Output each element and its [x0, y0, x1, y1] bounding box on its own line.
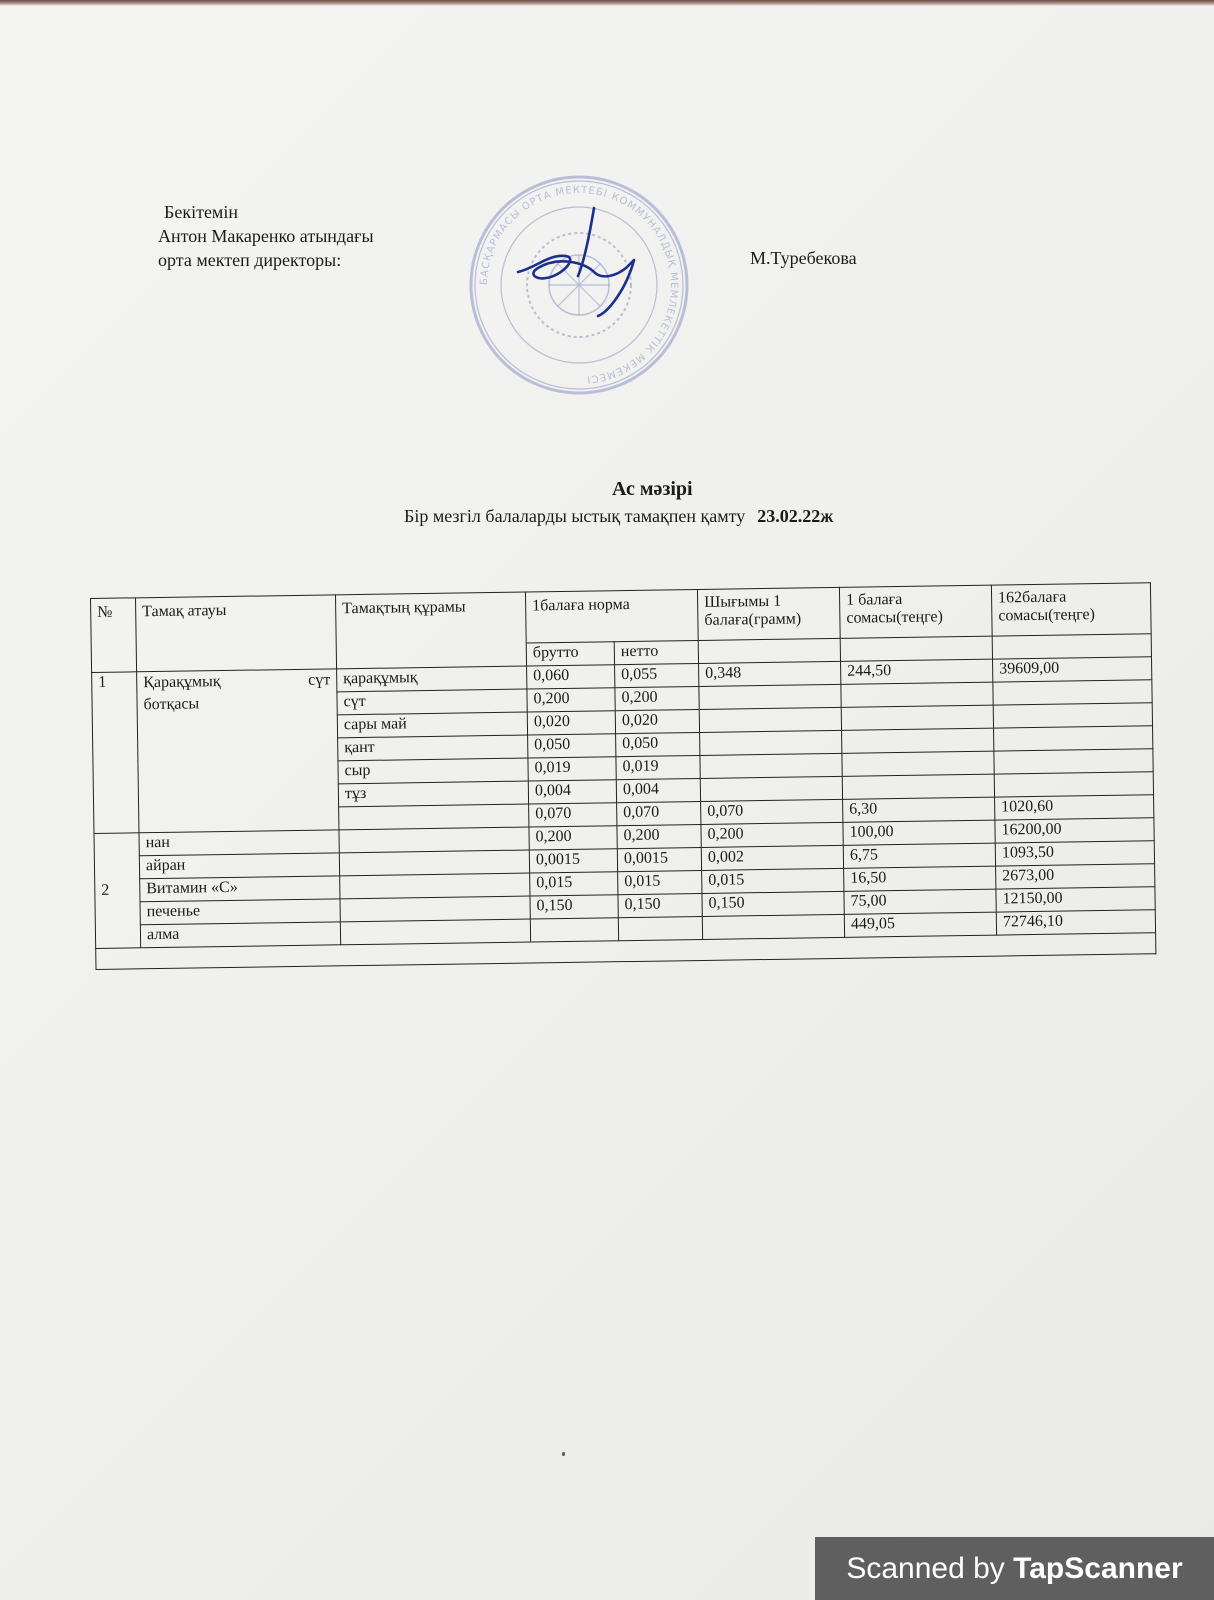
yield-cell: [699, 684, 841, 709]
netto-cell: 0,0015: [617, 847, 701, 871]
yield-cell: 0,150: [702, 891, 844, 916]
cost-all-cell: 12150,00: [996, 887, 1155, 912]
watermark-prefix: Scanned by: [846, 1552, 1014, 1585]
approval-line: Антон Макаренко атындағы: [158, 226, 374, 246]
brutto-cell: 0,200: [529, 826, 617, 850]
composition-cell: [339, 850, 529, 876]
cost-one-cell: [842, 774, 994, 799]
composition-cell: сары май: [337, 712, 527, 738]
approval-line: орта мектеп директоры:: [158, 250, 342, 270]
netto-cell: 0,200: [617, 824, 701, 848]
empty-cell: [992, 634, 1151, 659]
cost-one-cell: 6,30: [843, 797, 995, 822]
brutto-cell: 0,0015: [529, 849, 617, 873]
brutto-cell: [530, 918, 618, 942]
yield-cell: 0,002: [701, 845, 843, 870]
yield-cell: 0,348: [699, 661, 841, 686]
cost-one-cell: [842, 751, 994, 776]
approval-block: [158, 200, 374, 272]
signature: [518, 208, 634, 316]
scanner-watermark: [815, 1537, 1214, 1600]
dish-name: алма: [140, 922, 340, 948]
header-netto: нетто: [614, 640, 698, 664]
dish-name-part: ботқасы: [143, 695, 200, 714]
netto-cell: [618, 916, 702, 940]
menu-date: 23.02.22ж: [757, 506, 834, 526]
yield-cell: 0,070: [701, 799, 843, 824]
approval-line: Бекітемін: [164, 202, 238, 222]
dish-name: печенье: [140, 899, 340, 925]
netto-cell: 0,050: [616, 732, 700, 756]
yield-cell: [700, 776, 842, 801]
subtitle-text: Бір мезгіл балаларды ыстық тамақпен қамту: [404, 506, 746, 526]
cost-all-cell: [993, 703, 1152, 728]
header-cost-all: 162балаға сомасы(теңге): [991, 583, 1151, 636]
cost-one-cell: [841, 682, 993, 707]
dish-name: айран: [139, 853, 339, 879]
composition-cell: тұз: [338, 781, 528, 807]
seal-ring-text: БАСҚАРМАСЫ ОРТА МЕКТЕБІ КОММУНАЛДЫҚ МЕМЛЕКЕТТІК МЕКЕМЕСІ: [478, 184, 680, 385]
header-cost-one: 1 балаға сомасы(теңге): [839, 585, 992, 638]
header-yield: Шығымы 1 балаға(грамм): [697, 587, 840, 640]
composition-cell: [340, 896, 530, 922]
composition-cell: сыр: [338, 758, 528, 784]
netto-cell: 0,200: [615, 686, 699, 710]
scan-top-edge: [0, 0, 1214, 6]
brutto-cell: 0,070: [529, 803, 617, 827]
dish-name: [137, 669, 339, 833]
yield-cell: [700, 753, 842, 778]
netto-cell: 0,015: [618, 870, 702, 894]
cost-one-cell: [841, 705, 993, 730]
brutto-cell: 0,200: [527, 688, 615, 712]
header-brutto: брутто: [526, 642, 614, 666]
header-composition: Тамақтың құрамы: [335, 592, 526, 669]
composition-cell: қант: [338, 735, 528, 761]
composition-cell: [339, 827, 529, 853]
cost-all-cell: 39609,00: [993, 657, 1152, 682]
yield-cell: [702, 914, 844, 939]
brutto-cell: 0,019: [528, 757, 616, 781]
menu-table: [90, 582, 1156, 970]
cost-one-cell: 244,50: [841, 659, 993, 684]
header-norm: 1балаға норма: [525, 589, 698, 643]
composition-cell: [340, 919, 530, 945]
cost-one-cell: [842, 728, 994, 753]
composition-cell: [340, 873, 530, 899]
ink-speck: [562, 1452, 565, 1456]
director-name: М.Туребекова: [750, 248, 857, 268]
row-number: 2: [94, 833, 141, 949]
yield-cell: [700, 730, 842, 755]
cost-one-cell: 100,00: [843, 820, 995, 845]
document-subtitle: [404, 506, 833, 527]
school-seal-stamp: [466, 172, 692, 398]
composition-cell: [339, 804, 529, 830]
cost-all-cell: 72746,10: [996, 910, 1155, 935]
header-dish: Тамақ атауы: [136, 595, 337, 672]
menu-table-wrapper: [90, 582, 1155, 970]
brutto-cell: 0,050: [528, 734, 616, 758]
netto-cell: 0,070: [617, 801, 701, 825]
cost-all-cell: [994, 749, 1153, 774]
netto-cell: 0,019: [616, 755, 700, 779]
netto-cell: 0,004: [616, 778, 700, 802]
netto-cell: 0,150: [618, 893, 702, 917]
composition-cell: сүт: [337, 689, 527, 715]
document-title: Ас мәзірі: [612, 478, 693, 500]
empty-cell: [698, 638, 840, 663]
netto-cell: 0,020: [615, 709, 699, 733]
cost-one-cell: 449,05: [844, 912, 996, 937]
cost-all-cell: 2673,00: [996, 864, 1155, 889]
watermark-brand: TapScanner: [1013, 1552, 1183, 1585]
header-no: №: [91, 598, 137, 673]
cost-all-cell: [994, 726, 1153, 751]
dish-name-part: Қарақұмық: [143, 673, 221, 692]
dish-name: нан: [139, 830, 339, 856]
cost-one-cell: 75,00: [844, 889, 996, 914]
row-number: 1: [92, 672, 139, 834]
dish-name: Витамин «С»: [140, 876, 340, 902]
cost-all-cell: [993, 680, 1152, 705]
cost-all-cell: 16200,00: [995, 818, 1154, 843]
cost-all-cell: 1093,50: [995, 841, 1154, 866]
dish-name-part: сүт: [308, 671, 331, 689]
yield-cell: 0,015: [702, 868, 844, 893]
brutto-cell: 0,020: [527, 711, 615, 735]
cost-all-cell: [994, 772, 1153, 797]
yield-cell: [699, 707, 841, 732]
brutto-cell: 0,004: [528, 780, 616, 804]
brutto-cell: 0,060: [527, 665, 615, 689]
cost-one-cell: 6,75: [843, 843, 995, 868]
composition-cell: қарақұмық: [337, 666, 527, 692]
yield-cell: 0,200: [701, 822, 843, 847]
brutto-cell: 0,150: [530, 895, 618, 919]
cost-all-cell: 1020,60: [995, 795, 1154, 820]
cost-one-cell: 16,50: [844, 866, 996, 891]
empty-cell: [840, 636, 992, 661]
netto-cell: 0,055: [615, 663, 699, 687]
brutto-cell: 0,015: [530, 872, 618, 896]
